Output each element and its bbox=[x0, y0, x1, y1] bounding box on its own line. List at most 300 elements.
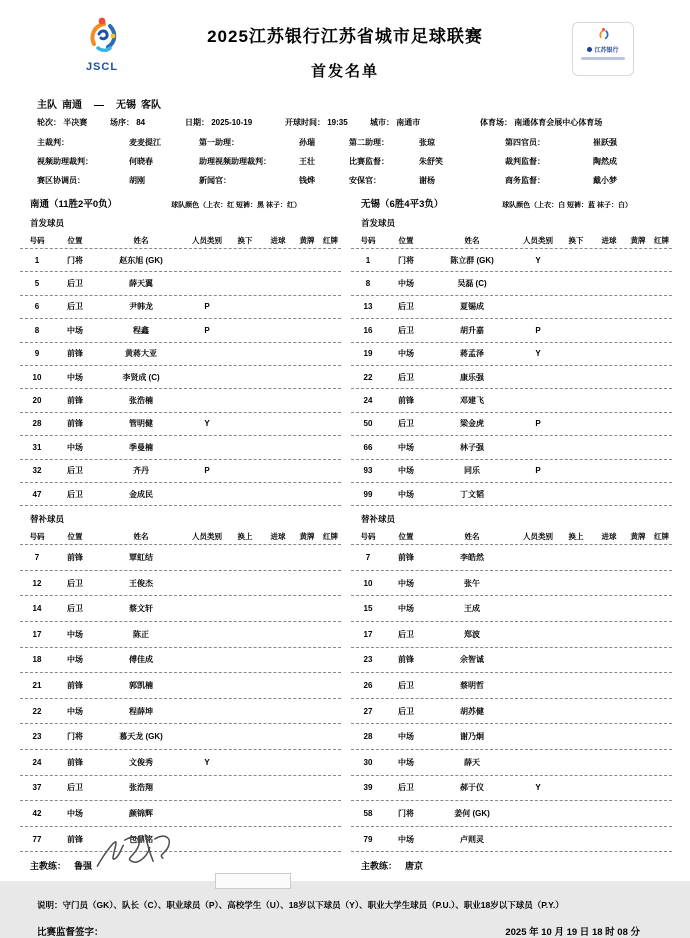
official-role-label: 新闻官： bbox=[199, 176, 231, 185]
player-name: 同乐 bbox=[464, 466, 480, 476]
player-number: 27 bbox=[363, 706, 373, 716]
player-number: 18 bbox=[32, 655, 42, 665]
player-position: 后卫 bbox=[67, 578, 83, 588]
supervisor-signature bbox=[84, 826, 188, 876]
player-row bbox=[351, 460, 672, 483]
col-name: 姓名 bbox=[464, 532, 480, 542]
player-position: 后卫 bbox=[67, 279, 83, 289]
col-red: 红牌 bbox=[654, 532, 669, 542]
player-position: 中场 bbox=[398, 466, 414, 476]
away-team-header bbox=[351, 196, 672, 210]
col-position: 位置 bbox=[398, 532, 414, 542]
match-info-label: 城市： bbox=[370, 118, 394, 127]
player-number: 12 bbox=[32, 578, 42, 588]
home-team-title: 南通（11胜2平0负） bbox=[30, 199, 118, 210]
player-name: 卢则灵 bbox=[460, 834, 484, 844]
player-name: 张午 bbox=[464, 578, 480, 588]
player-position: 前锋 bbox=[67, 757, 83, 767]
player-row bbox=[351, 249, 672, 272]
official-name: 谢杨 bbox=[419, 176, 435, 185]
col-goal: 进球 bbox=[601, 532, 617, 542]
player-name: 蔡文轩 bbox=[129, 604, 153, 614]
player-name: 慕天龙 (GK) bbox=[119, 732, 163, 742]
official-role-label: 比赛监督： bbox=[349, 157, 389, 166]
bank-logo-icon bbox=[587, 47, 592, 52]
home-starters-label: 首发球员 bbox=[30, 218, 65, 228]
player-position: 门将 bbox=[67, 255, 83, 265]
player-position: 后卫 bbox=[67, 783, 83, 793]
player-number: 6 bbox=[34, 302, 40, 312]
official-name: 孙瑞 bbox=[299, 138, 315, 147]
player-category: Y bbox=[535, 349, 541, 359]
player-row bbox=[351, 389, 672, 412]
player-position: 前锋 bbox=[67, 396, 83, 406]
player-category: P bbox=[535, 325, 541, 335]
player-number: 77 bbox=[32, 834, 42, 844]
away-team-kit: 球队颜色（上衣：白 短裤：蓝 袜子：白） bbox=[502, 202, 632, 209]
player-number: 22 bbox=[363, 372, 373, 382]
col-category: 人员类别 bbox=[523, 236, 553, 245]
match-info-label: 日期： bbox=[185, 118, 209, 127]
col-goal: 进球 bbox=[601, 236, 617, 245]
player-row bbox=[351, 724, 672, 750]
player-position: 后卫 bbox=[67, 489, 83, 499]
player-position: 中场 bbox=[398, 757, 414, 767]
match-info-label: 场序： bbox=[110, 118, 134, 127]
official-name: 朱舒笑 bbox=[419, 157, 443, 166]
official-name: 崔跃强 bbox=[593, 138, 617, 147]
col-category: 人员类别 bbox=[192, 532, 222, 542]
player-number: 14 bbox=[32, 604, 42, 614]
player-name: 文俊秀 bbox=[129, 757, 153, 767]
player-number: 16 bbox=[363, 325, 373, 335]
match-info-item bbox=[185, 117, 285, 128]
player-position: 中场 bbox=[67, 442, 83, 452]
col-number: 号码 bbox=[29, 532, 45, 542]
player-number: 9 bbox=[34, 349, 40, 359]
match-info-value: 南通体育会展中心体育场 bbox=[514, 118, 603, 127]
player-category: P bbox=[535, 419, 541, 429]
player-name: 吴磊 (C) bbox=[457, 279, 487, 289]
player-number: 17 bbox=[32, 629, 42, 639]
player-name: 金成民 bbox=[129, 489, 153, 499]
official-role-label: 第一助理： bbox=[199, 138, 239, 147]
col-sub-on: 换上 bbox=[237, 532, 253, 542]
official-name: 胡刚 bbox=[129, 176, 145, 185]
match-info-item bbox=[370, 117, 480, 128]
match-info-value: 2025-10-19 bbox=[211, 118, 253, 127]
player-number: 7 bbox=[365, 553, 371, 563]
player-position: 前锋 bbox=[398, 655, 414, 665]
player-row bbox=[351, 436, 672, 459]
player-row bbox=[20, 366, 341, 389]
player-position: 前锋 bbox=[67, 681, 83, 691]
away-label: 客队 bbox=[141, 100, 161, 111]
col-number: 号码 bbox=[360, 532, 376, 542]
jscl-logo bbox=[74, 14, 130, 73]
player-category: Y bbox=[204, 757, 210, 767]
col-position: 位置 bbox=[67, 532, 83, 542]
bank-badge-emblem-icon bbox=[596, 27, 611, 42]
col-position: 位置 bbox=[67, 236, 83, 245]
col-yellow: 黄牌 bbox=[630, 236, 646, 245]
legend-note: 说明：守门员（GK）、队长（C）、职业球员（P）、高校学生（U）、18岁以下球员（Y）、职业大学生球员（P.U.）、职业18岁以下球员（P.Y.） bbox=[37, 900, 564, 911]
player-position: 中场 bbox=[67, 629, 83, 639]
match-info-value: 84 bbox=[136, 118, 146, 127]
player-category: P bbox=[204, 325, 210, 335]
player-category: Y bbox=[535, 255, 541, 265]
official-role-label: 第四官员： bbox=[505, 138, 545, 147]
player-category: Y bbox=[204, 419, 210, 429]
match-info-item bbox=[480, 117, 690, 128]
player-number: 17 bbox=[363, 629, 373, 639]
official-role-label: 安保官： bbox=[349, 176, 381, 185]
player-position: 后卫 bbox=[398, 325, 414, 335]
official-role-label: 主裁判： bbox=[37, 138, 69, 147]
player-position: 中场 bbox=[67, 706, 83, 716]
player-number: 24 bbox=[32, 757, 42, 767]
player-name: 颜锦辉 bbox=[129, 809, 153, 819]
page-subtitle: 首发名单 bbox=[310, 63, 379, 80]
player-number: 7 bbox=[34, 553, 40, 563]
player-row bbox=[20, 673, 341, 699]
player-row bbox=[351, 545, 672, 571]
player-position: 门将 bbox=[398, 809, 414, 819]
player-number: 32 bbox=[32, 466, 42, 476]
away-team-column bbox=[351, 196, 672, 872]
player-row bbox=[20, 272, 341, 295]
player-number: 42 bbox=[32, 809, 42, 819]
player-number: 39 bbox=[363, 783, 373, 793]
page-title: 2025江苏银行江苏省城市足球联赛 bbox=[207, 27, 483, 46]
matchup-line bbox=[0, 96, 690, 111]
player-name: 蔡明哲 bbox=[460, 681, 484, 691]
player-number: 47 bbox=[32, 489, 42, 499]
player-row bbox=[351, 343, 672, 366]
player-name: 丁文韬 bbox=[460, 489, 484, 499]
coach-label: 主教练： bbox=[30, 861, 67, 872]
player-row bbox=[351, 413, 672, 436]
coach-name: 鲁强 bbox=[74, 861, 93, 872]
player-name: 王成 bbox=[464, 604, 480, 614]
home-starters-columns bbox=[20, 233, 341, 248]
player-name: 邓建飞 bbox=[460, 396, 484, 406]
player-row bbox=[351, 319, 672, 342]
official-name: 麦麦提江 bbox=[129, 138, 161, 147]
player-position: 后卫 bbox=[398, 783, 414, 793]
col-number: 号码 bbox=[29, 236, 45, 245]
match-info-value: 半决赛 bbox=[63, 118, 88, 127]
col-name: 姓名 bbox=[133, 532, 149, 542]
player-position: 门将 bbox=[398, 255, 414, 265]
player-number: 1 bbox=[365, 255, 371, 265]
col-red: 红牌 bbox=[323, 532, 338, 542]
player-row bbox=[20, 319, 341, 342]
player-position: 中场 bbox=[398, 489, 414, 499]
away-team-name: 无锡 bbox=[116, 100, 136, 111]
player-number: 10 bbox=[32, 372, 42, 382]
player-name: 郭凯楠 bbox=[129, 681, 153, 691]
player-row bbox=[20, 776, 341, 802]
player-name: 程鑫 bbox=[133, 325, 149, 335]
player-position: 中场 bbox=[398, 279, 414, 289]
player-name: 陈立群 (GK) bbox=[450, 255, 494, 265]
player-row bbox=[351, 827, 672, 853]
player-position: 后卫 bbox=[67, 466, 83, 476]
player-position: 后卫 bbox=[67, 302, 83, 312]
player-name: 齐丹 bbox=[133, 466, 149, 476]
away-starters-table bbox=[351, 248, 672, 506]
player-number: 93 bbox=[363, 466, 373, 476]
player-number: 79 bbox=[363, 834, 373, 844]
player-number: 8 bbox=[34, 325, 40, 335]
player-row bbox=[20, 750, 341, 776]
player-number: 50 bbox=[363, 419, 373, 429]
col-goal: 进球 bbox=[270, 236, 286, 245]
player-name: 余智诚 bbox=[460, 655, 484, 665]
away-subs-table bbox=[351, 544, 672, 852]
player-number: 15 bbox=[363, 604, 373, 614]
player-number: 66 bbox=[363, 442, 373, 452]
player-row bbox=[351, 483, 672, 506]
player-row bbox=[20, 596, 341, 622]
player-number: 22 bbox=[32, 706, 42, 716]
player-name: 黄蒋大亚 bbox=[125, 349, 157, 359]
player-row bbox=[351, 673, 672, 699]
signature-line bbox=[0, 924, 690, 938]
coach-name: 唐京 bbox=[405, 861, 424, 872]
col-yellow: 黄牌 bbox=[630, 532, 646, 542]
player-row bbox=[20, 724, 341, 750]
player-row bbox=[20, 460, 341, 483]
player-position: 中场 bbox=[398, 349, 414, 359]
player-row bbox=[20, 648, 341, 674]
player-number: 30 bbox=[363, 757, 373, 767]
player-number: 20 bbox=[32, 396, 42, 406]
player-name: 程薛坤 bbox=[129, 706, 153, 716]
player-position: 前锋 bbox=[67, 419, 83, 429]
match-info-label: 轮次： bbox=[37, 118, 61, 127]
player-row bbox=[351, 596, 672, 622]
player-row bbox=[351, 776, 672, 802]
player-number: 26 bbox=[363, 681, 373, 691]
player-number: 99 bbox=[363, 489, 373, 499]
col-category: 人员类别 bbox=[192, 236, 222, 245]
player-name: 谢乃炯 bbox=[460, 732, 484, 742]
page-header bbox=[0, 0, 690, 94]
player-number: 19 bbox=[363, 349, 373, 359]
official-role-label: 助理视频助理裁判： bbox=[199, 157, 271, 166]
player-name: 管明健 bbox=[129, 419, 153, 429]
player-name: 薛天 bbox=[464, 757, 480, 767]
player-name: 郑波 bbox=[464, 629, 480, 639]
player-name: 季曼楠 bbox=[129, 442, 153, 452]
player-row bbox=[20, 343, 341, 366]
player-name: 王俊杰 bbox=[129, 578, 153, 588]
away-starters-label: 首发球员 bbox=[361, 218, 396, 228]
home-team-name: 南通 bbox=[62, 100, 82, 111]
player-name: 赵东旭 (GK) bbox=[119, 255, 163, 265]
player-position: 中场 bbox=[67, 372, 83, 382]
player-position: 中场 bbox=[398, 578, 414, 588]
col-sub-on: 换上 bbox=[568, 532, 584, 542]
jiangsu-bank-badge bbox=[572, 22, 634, 76]
match-info-item bbox=[110, 117, 185, 128]
col-number: 号码 bbox=[360, 236, 376, 245]
player-position: 中场 bbox=[67, 655, 83, 665]
player-position: 后卫 bbox=[398, 629, 414, 639]
player-name: 尹韩龙 bbox=[129, 302, 153, 312]
player-row bbox=[351, 272, 672, 295]
player-position: 前锋 bbox=[398, 396, 414, 406]
player-row bbox=[20, 571, 341, 597]
player-name: 郝于仪 bbox=[460, 783, 484, 793]
supervisor-sign-label: 比赛监督签字： bbox=[37, 927, 104, 938]
match-info-label: 开球时间： bbox=[285, 118, 325, 127]
player-name: 蒋孟泽 bbox=[460, 349, 484, 359]
col-sub-off: 换下 bbox=[568, 236, 584, 245]
official-name: 王壮 bbox=[299, 157, 315, 166]
player-position: 中场 bbox=[67, 809, 83, 819]
player-number: 10 bbox=[363, 578, 373, 588]
player-number: 24 bbox=[363, 396, 373, 406]
player-position: 中场 bbox=[398, 834, 414, 844]
player-row bbox=[20, 436, 341, 459]
player-row bbox=[20, 545, 341, 571]
player-category: Y bbox=[535, 783, 541, 793]
home-subs-table bbox=[20, 544, 341, 852]
home-team-column bbox=[20, 196, 341, 872]
official-name: 钱烨 bbox=[299, 176, 315, 185]
player-number: 23 bbox=[32, 732, 42, 742]
player-position: 后卫 bbox=[398, 706, 414, 716]
home-subs-columns bbox=[20, 529, 341, 544]
player-row bbox=[20, 622, 341, 648]
player-position: 门将 bbox=[67, 732, 83, 742]
official-name: 戴小梦 bbox=[593, 176, 617, 185]
player-number: 28 bbox=[32, 419, 42, 429]
bottom-partial-box bbox=[215, 873, 291, 889]
col-name: 姓名 bbox=[464, 236, 480, 245]
jscl-emblem-icon bbox=[80, 14, 124, 58]
player-position: 前锋 bbox=[398, 553, 414, 563]
player-number: 28 bbox=[363, 732, 373, 742]
player-position: 后卫 bbox=[398, 302, 414, 312]
player-position: 中场 bbox=[398, 732, 414, 742]
player-row bbox=[20, 699, 341, 725]
player-row bbox=[20, 389, 341, 412]
player-row bbox=[351, 699, 672, 725]
player-name: 张浩楠 bbox=[129, 396, 153, 406]
match-info-value: 19:35 bbox=[327, 118, 348, 127]
col-name: 姓名 bbox=[133, 236, 149, 245]
player-name: 覃虹结 bbox=[129, 553, 153, 563]
player-position: 中场 bbox=[398, 604, 414, 614]
player-position: 后卫 bbox=[398, 681, 414, 691]
player-position: 前锋 bbox=[67, 553, 83, 563]
match-info-item bbox=[37, 117, 110, 128]
player-position: 中场 bbox=[398, 442, 414, 452]
player-number: 1 bbox=[34, 255, 40, 265]
player-name: 李皓然 bbox=[460, 553, 484, 563]
player-row bbox=[351, 801, 672, 827]
player-name: 梁金虎 bbox=[460, 419, 484, 429]
player-row bbox=[20, 249, 341, 272]
bank-logo-row bbox=[587, 45, 618, 54]
player-row bbox=[351, 648, 672, 674]
col-yellow: 黄牌 bbox=[299, 532, 315, 542]
player-row bbox=[20, 483, 341, 506]
player-row bbox=[351, 571, 672, 597]
player-number: 37 bbox=[32, 783, 42, 793]
player-position: 后卫 bbox=[398, 372, 414, 382]
official-role-label: 视频助理裁判： bbox=[37, 157, 93, 166]
teams-tables bbox=[0, 196, 690, 872]
col-sub-off: 换下 bbox=[237, 236, 253, 245]
sign-datetime: 2025 年 10 月 19 日 18 时 08 分 bbox=[505, 927, 640, 938]
official-name: 何晓春 bbox=[129, 157, 153, 166]
col-red: 红牌 bbox=[323, 236, 338, 245]
player-name: 姜何 (GK) bbox=[454, 809, 490, 819]
player-category: P bbox=[204, 466, 210, 476]
away-subs-label: 替补球员 bbox=[361, 514, 396, 525]
player-category: P bbox=[204, 302, 210, 312]
col-yellow: 黄牌 bbox=[299, 236, 315, 245]
player-name: 李贤成 (C) bbox=[122, 372, 160, 382]
match-info-line bbox=[0, 117, 690, 128]
player-number: 8 bbox=[365, 279, 371, 289]
vs-separator: — bbox=[94, 100, 104, 111]
official-role-label: 商务监督： bbox=[505, 176, 545, 185]
match-info-value: 南通市 bbox=[396, 118, 421, 127]
jscl-logo-text: JSCL bbox=[85, 61, 119, 73]
official-name: 张琼 bbox=[419, 138, 435, 147]
match-info-item bbox=[285, 117, 370, 128]
player-row bbox=[351, 750, 672, 776]
player-row bbox=[351, 366, 672, 389]
match-info-label: 体育场： bbox=[480, 118, 512, 127]
player-name: 张浩翔 bbox=[129, 783, 153, 793]
officials-grid bbox=[0, 133, 690, 190]
col-red: 红牌 bbox=[654, 236, 669, 245]
bank-badge-tagline bbox=[581, 57, 625, 60]
away-team-title: 无锡（6胜4平3负） bbox=[361, 199, 444, 210]
player-name: 夏锡成 bbox=[460, 302, 484, 312]
player-number: 13 bbox=[363, 302, 373, 312]
player-position: 前锋 bbox=[67, 349, 83, 359]
away-subs-columns bbox=[351, 529, 672, 544]
coach-label: 主教练： bbox=[361, 861, 398, 872]
home-subs-label: 替补球员 bbox=[30, 514, 65, 525]
player-number: 5 bbox=[34, 279, 40, 289]
player-category: P bbox=[535, 466, 541, 476]
home-team-header bbox=[20, 196, 341, 210]
home-team-kit: 球队颜色（上衣：红 短裤：黑 袜子：红） bbox=[171, 202, 301, 209]
player-number: 21 bbox=[32, 681, 42, 691]
player-name: 康乐强 bbox=[460, 372, 484, 382]
away-starters-columns bbox=[351, 233, 672, 248]
player-name: 胡升嘉 bbox=[460, 325, 484, 335]
col-category: 人员类别 bbox=[523, 532, 553, 542]
away-coach-line bbox=[351, 859, 672, 872]
player-row bbox=[20, 296, 341, 319]
player-position: 后卫 bbox=[398, 419, 414, 429]
player-name: 陈正 bbox=[133, 629, 149, 639]
player-number: 31 bbox=[32, 442, 42, 452]
player-name: 胡苏健 bbox=[460, 706, 484, 716]
col-position: 位置 bbox=[398, 236, 414, 245]
player-position: 前锋 bbox=[67, 834, 83, 844]
